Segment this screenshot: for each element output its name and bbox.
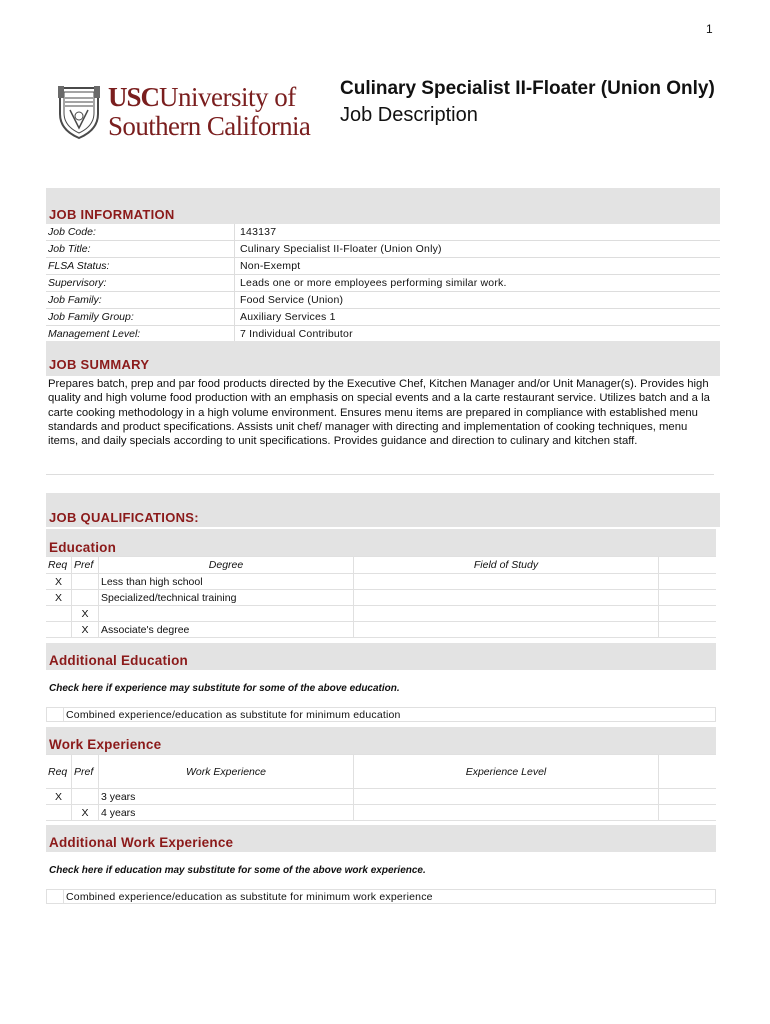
field-cell (354, 574, 659, 590)
col-pref: Pref (72, 755, 99, 789)
table-row (46, 224, 720, 241)
degree-cell: Specialized/technical training (99, 590, 354, 606)
pref-mark (72, 574, 99, 590)
spacer-cell (659, 606, 717, 622)
spacer-cell (659, 574, 717, 590)
logo-line2: Southern California (108, 111, 311, 141)
info-value: Food Service (Union) (235, 292, 721, 309)
pref-mark (72, 789, 99, 805)
req-mark: X (46, 789, 72, 805)
pref-mark: X (72, 805, 99, 821)
additional-education-heading: Additional Education (49, 653, 188, 668)
spacer-cell (659, 805, 717, 821)
experience-cell: 4 years (99, 805, 354, 821)
degree-cell: Less than high school (99, 574, 354, 590)
table-row (46, 326, 720, 343)
job-summary-text: Prepares batch, prep and par food products directed by the Executive Chef, Kitchen Manager and/or Unit Manager(s). Provides high quality and high volume food production with an emphasis on special events and a la carte restaurant service. Utilizes batch and a la carte cooking methodology in a high volume environment. Ensures menu items are prepared in compliance with established menu standards and product specifications. Assists unit chef/ manager with directing and implementation of cooking techniques, menu items, and daily specials according to unit specifications. Provides guidance and direction to culinary and kitchen staff. (48, 378, 710, 448)
info-key: FLSA Status: (46, 258, 235, 275)
doc-subtitle: Job Description (340, 104, 478, 126)
info-value: Leads one or more employees performing similar work. (235, 275, 721, 292)
req-mark: X (46, 574, 72, 590)
table-row (46, 789, 716, 805)
field-cell (354, 606, 659, 622)
additional-work-experience-line: Combined experience/education as substitute for minimum work experience (66, 891, 433, 903)
field-cell (354, 622, 659, 638)
info-value: Culinary Specialist II-Floater (Union Only) (235, 241, 721, 258)
req-mark (46, 622, 72, 638)
page-number: 1 (706, 22, 713, 36)
col-pref: Pref (72, 557, 99, 574)
job-title: Culinary Specialist II-Floater (Union Only) (340, 78, 715, 99)
spacer-cell (659, 590, 717, 606)
info-key: Job Code: (46, 224, 235, 241)
job-qualifications-heading: JOB QUALIFICATIONS: (49, 510, 199, 525)
work-experience-heading: Work Experience (49, 737, 162, 752)
table-row (46, 275, 720, 292)
usc-seal-icon (56, 84, 102, 140)
substitute-checkbox[interactable] (47, 708, 64, 722)
additional-education-line: Combined experience/education as substitute for minimum education (66, 709, 401, 721)
table-row (46, 805, 716, 821)
info-value: Auxiliary Services 1 (235, 309, 721, 326)
col-field-of-study: Field of Study (354, 557, 659, 574)
info-value: Non-Exempt (235, 258, 721, 275)
degree-cell: Associate's degree (99, 622, 354, 638)
experience-cell: 3 years (99, 789, 354, 805)
pref-mark: X (72, 622, 99, 638)
col-req: Req (46, 557, 72, 574)
education-heading: Education (49, 540, 117, 555)
level-cell (354, 789, 659, 805)
table-row (46, 241, 720, 258)
table-row (46, 622, 716, 638)
spacer-cell (659, 789, 717, 805)
level-cell (354, 805, 659, 821)
additional-education-option (46, 707, 716, 722)
info-key: Job Title: (46, 241, 235, 258)
req-mark (46, 606, 72, 622)
col-degree: Degree (99, 557, 354, 574)
degree-cell (99, 606, 354, 622)
info-key: Job Family Group: (46, 309, 235, 326)
spacer-cell (659, 557, 717, 574)
table-row (46, 574, 716, 590)
work-experience-table (46, 754, 716, 821)
pref-mark (72, 590, 99, 606)
substitute-checkbox[interactable] (47, 890, 64, 904)
additional-work-experience-note: Check here if education may substitute for some of the above work experience. (49, 865, 426, 876)
req-mark (46, 805, 72, 821)
table-row (46, 309, 720, 326)
title-block (340, 78, 720, 128)
additional-work-experience-heading: Additional Work Experience (49, 835, 234, 850)
usc-logo (56, 84, 328, 142)
table-header-row (46, 557, 716, 574)
spacer-cell (659, 622, 717, 638)
job-information-table (46, 224, 720, 343)
info-key: Supervisory: (46, 275, 235, 292)
field-cell (354, 590, 659, 606)
col-experience-level: Experience Level (354, 755, 659, 789)
table-row (46, 258, 720, 275)
additional-education-note: Check here if experience may substitute for some of the above education. (49, 683, 400, 694)
req-mark: X (46, 590, 72, 606)
logo-line1-rest: University of (159, 82, 296, 112)
education-table (46, 556, 716, 638)
pref-mark: X (72, 606, 99, 622)
info-value: 143137 (235, 224, 721, 241)
col-work-experience: Work Experience (99, 755, 354, 789)
table-row (46, 606, 716, 622)
info-key: Job Family: (46, 292, 235, 309)
table-row (46, 292, 720, 309)
info-key: Management Level: (46, 326, 235, 343)
spacer-cell (659, 755, 717, 789)
table-row (46, 590, 716, 606)
logo-usc: USC (108, 82, 160, 112)
info-value: 7 Individual Contributor (235, 326, 721, 343)
job-summary-heading: JOB SUMMARY (49, 357, 150, 372)
additional-work-experience-option (46, 889, 716, 904)
col-req: Req (46, 755, 72, 789)
education-band (46, 529, 716, 556)
table-header-row (46, 755, 716, 789)
job-information-heading: JOB INFORMATION (49, 207, 175, 222)
